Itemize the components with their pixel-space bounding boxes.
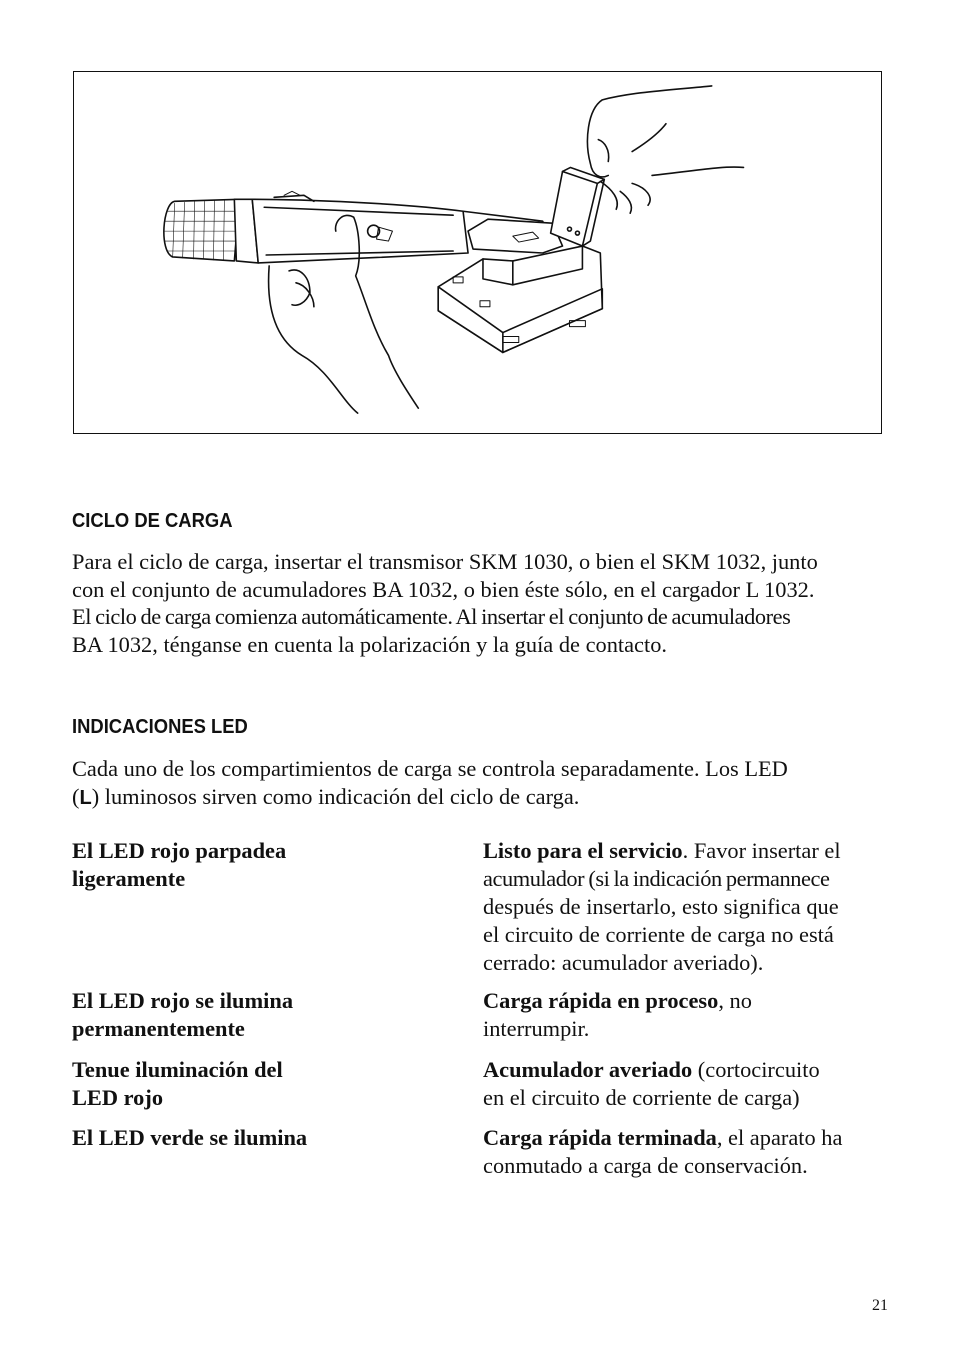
desc-line: cerrado: acumulador averiado). [483, 950, 764, 975]
desc-bold: Carga rápida terminada [483, 1125, 717, 1150]
label-line: ligeramente [72, 866, 186, 891]
led-state-description [483, 987, 885, 1043]
label-line: Tenue iluminación del [72, 1057, 283, 1082]
label-line: permanentemente [72, 1016, 245, 1041]
led-state-label [72, 987, 372, 1043]
paren-open: ( [72, 783, 80, 809]
charger-illustration [74, 72, 881, 433]
desc-line: después de insertarlo, esto significa que [483, 894, 839, 919]
desc-line [483, 837, 885, 865]
desc-line: conmutado a carga de conservación. [483, 1153, 808, 1178]
paragraph-line: BA 1032, ténganse en cuenta la polarización y la guía de contacto. [72, 631, 668, 657]
battery-pack-icon [551, 167, 605, 246]
led-state-label [72, 837, 372, 893]
desc-line: interrumpir. [483, 1016, 590, 1041]
right-hand-icon [587, 86, 743, 213]
label-line: El LED rojo se ilumina [72, 988, 294, 1013]
indicaciones-led-intro [72, 755, 884, 812]
led-state-label [72, 1124, 372, 1152]
paragraph-line: Cada uno de los compartimientos de carga se controla separadamente. Los LED [72, 756, 788, 781]
paragraph-line: El ciclo de carga comienza automáticamente. Al insertar el conjunto de acumuladores [72, 604, 791, 629]
desc-bold: Carga rápida en proceso [483, 988, 719, 1013]
led-state-description [483, 1124, 885, 1180]
desc-text: (cortocircuito [692, 1057, 820, 1082]
desc-text: , no [718, 988, 752, 1013]
desc-line [483, 987, 885, 1015]
label-line: El LED rojo parpadea [72, 838, 287, 863]
desc-text: . Favor insertar el [682, 838, 841, 863]
led-state-label [72, 1056, 372, 1112]
paragraph-line: Para el ciclo de carga, insertar el transmisor SKM 1030, o bien el SKM 1032, junto [72, 549, 818, 574]
desc-text: , el aparato ha [716, 1125, 843, 1150]
paragraph-line [72, 783, 884, 813]
desc-line: el circuito de corriente de carga no está [483, 922, 834, 947]
page-number: 21 [872, 1297, 888, 1314]
desc-bold: Listo para el servicio [483, 838, 683, 863]
label-line: El LED verde se ilumina [72, 1125, 308, 1150]
desc-line: en el circuito de corriente de carga) [483, 1085, 800, 1110]
desc-line: acumulador (si la indicación permannece [483, 866, 830, 891]
intro-line2-rest: ) luminosos sirven como indicación del ciclo de carga. [91, 783, 580, 809]
section-heading-ciclo-de-carga: CICLO DE CARGA [72, 510, 233, 532]
led-letter-reference: L [79, 786, 92, 809]
section-heading-indicaciones-led: INDICACIONES LED [72, 716, 248, 738]
ciclo-de-carga-paragraph [72, 548, 884, 658]
led-state-description [483, 837, 885, 977]
led-state-description [483, 1056, 885, 1112]
desc-bold: Acumulador averiado [483, 1057, 693, 1082]
paragraph-line: con el conjunto de acumuladores BA 1032, o bien éste sólo, en el cargador L 1032. [72, 576, 815, 602]
illustration-frame [73, 71, 882, 434]
desc-line [483, 1124, 885, 1152]
label-line: LED rojo [72, 1085, 164, 1110]
desc-line [483, 1056, 885, 1084]
